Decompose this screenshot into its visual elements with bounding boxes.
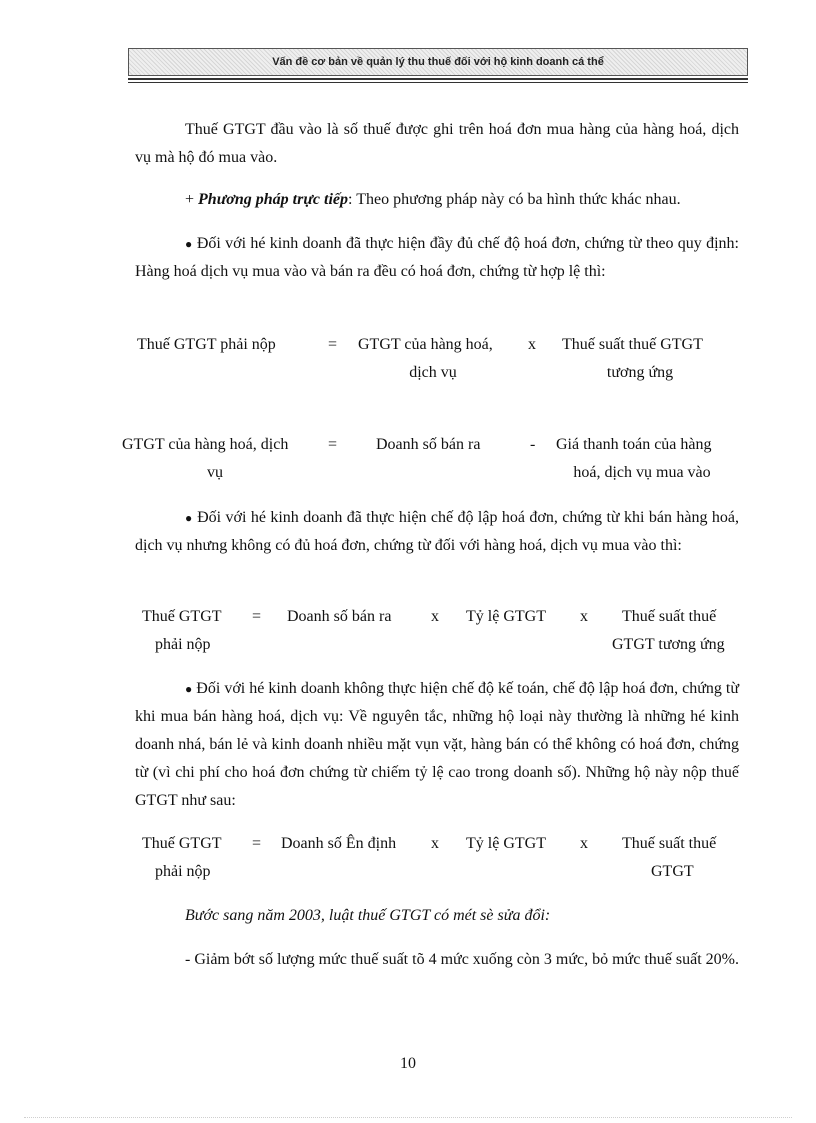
page-bottom-divider [24,1117,792,1118]
bullet-icon: ● [185,682,193,696]
paragraph-direct-method [135,186,739,214]
formula4-equals: = [252,835,262,852]
formula2-term-b-line2: hoá, dịch vụ mua vào [573,464,711,481]
direct-method-heading: Phương pháp trực tiếp [198,191,349,208]
formula4-term-c-line2: GTGT [651,863,694,880]
formula3-multiply-1: x [431,608,439,625]
page-number: 10 [400,1055,416,1072]
formula4-multiply-2: x [580,835,588,852]
formula2-term-a: Doanh số bán ra [376,436,481,453]
paragraph-2003-changes: Bước sang năm 2003, luật thuế GTGT có mét sè sửa đổi: [185,907,551,924]
paragraph-input-vat: Thuế GTGT đầu vào là số thuế được ghi trên hoá đơn mua hàng của hàng hoá, dịch vụ mà hộ đó mua vào. [135,121,739,166]
formula1-term-b-line1: Thuế suất thuế GTGT [562,336,703,353]
formula3-term-a: Doanh số bán ra [287,608,392,625]
formula4-multiply-1: x [431,835,439,852]
page-header [128,48,748,83]
paragraph-rate-reduction: - Giảm bớt số lượng mức thuế suất tõ 4 mức xuống còn 3 mức, bỏ mức thuế suất 20%. [185,951,739,968]
formula1-equals: = [328,336,338,353]
formula4-lhs-line2: phải nộp [155,863,211,880]
formula4-term-a: Doanh số Ên định [281,835,397,852]
direct-method-prefix: + [185,191,199,208]
formula3-multiply-2: x [580,608,588,625]
formula4-lhs-line1: Thuế GTGT [142,835,222,852]
formula1-term-a-line1: GTGT của hàng hoá, [358,336,493,353]
formula3-term-c-line1: Thuế suất thuế [622,608,717,625]
formula2-term-b-line1: Giá thanh toán của hàng [556,436,712,453]
formula2-lhs-line2: vụ [207,464,223,481]
formula1-term-b-line2: tương ứng [606,364,674,381]
case-no-accounting-text: Đối với hé kinh doanh không thực hiện chế độ kế toán, chế độ lập hoá đơn, chứng từ khi mua bán hàng hoá, dịch vụ: Về nguyên tắc, những hộ loại này thường là những hé kinh doanh nhá, bán lẻ và kinh doanh nhiều mặt vụn vặt, hàng bán có thể không có hoá đơn, chứng từ (vì chi phí cho hoá đơn chứng từ chiếm tỷ lệ cao trong doanh số). Những hộ này nộp thuế GTGT như sau: [135,680,740,809]
case-full-invoices-text: Đối với hé kinh doanh đã thực hiện đầy đủ chế độ hoá đơn, chứng từ theo quy định: Hàng hoá dịch vụ mua vào và bán ra đều có hoá đơn, chứng từ hợp lệ thì: [135,235,739,280]
formula3-term-c-line2: GTGT tương ứng [612,636,725,653]
case-partial-invoices-text: Đối với hé kinh doanh đã thực hiện chế độ lập hoá đơn, chứng từ khi bán hàng hoá, dịch vụ nhưng không có đủ hoá đơn, chứng từ đối với hàng hoá, dịch vụ mua vào thì: [135,509,740,554]
formula1-multiply: x [528,336,536,353]
formula1-term-a-line2: dịch vụ [409,364,457,381]
formula2-equals: = [328,436,338,453]
header-title: Vấn đề cơ bản về quản lý thu thuế đối với hộ kinh doanh cá thể [128,48,748,76]
paragraph-case-full-invoices [135,230,739,286]
bullet-icon: ● [185,511,193,525]
paragraph-case-partial-invoices [135,504,739,560]
direct-method-text: : Theo phương pháp này có ba hình thức khác nhau. [348,191,681,208]
formula3-term-b: Tỷ lệ GTGT [466,608,546,625]
bullet-icon: ● [185,237,193,251]
header-rule-thick [128,78,748,80]
formula4-term-c-line1: Thuế suất thuế [622,835,717,852]
formula3-lhs-line1: Thuế GTGT [142,608,222,625]
formula4-term-b: Tỷ lệ GTGT [466,835,546,852]
header-rule-thin [128,82,748,83]
formula1-lhs: Thuế GTGT phải nộp [137,336,276,353]
paragraph-case-no-accounting [135,675,739,815]
formula3-lhs-line2: phải nộp [155,636,211,653]
formula2-lhs-line1: GTGT của hàng hoá, dịch [122,436,289,453]
formula3-equals: = [252,608,262,625]
formula2-minus: - [530,436,536,453]
